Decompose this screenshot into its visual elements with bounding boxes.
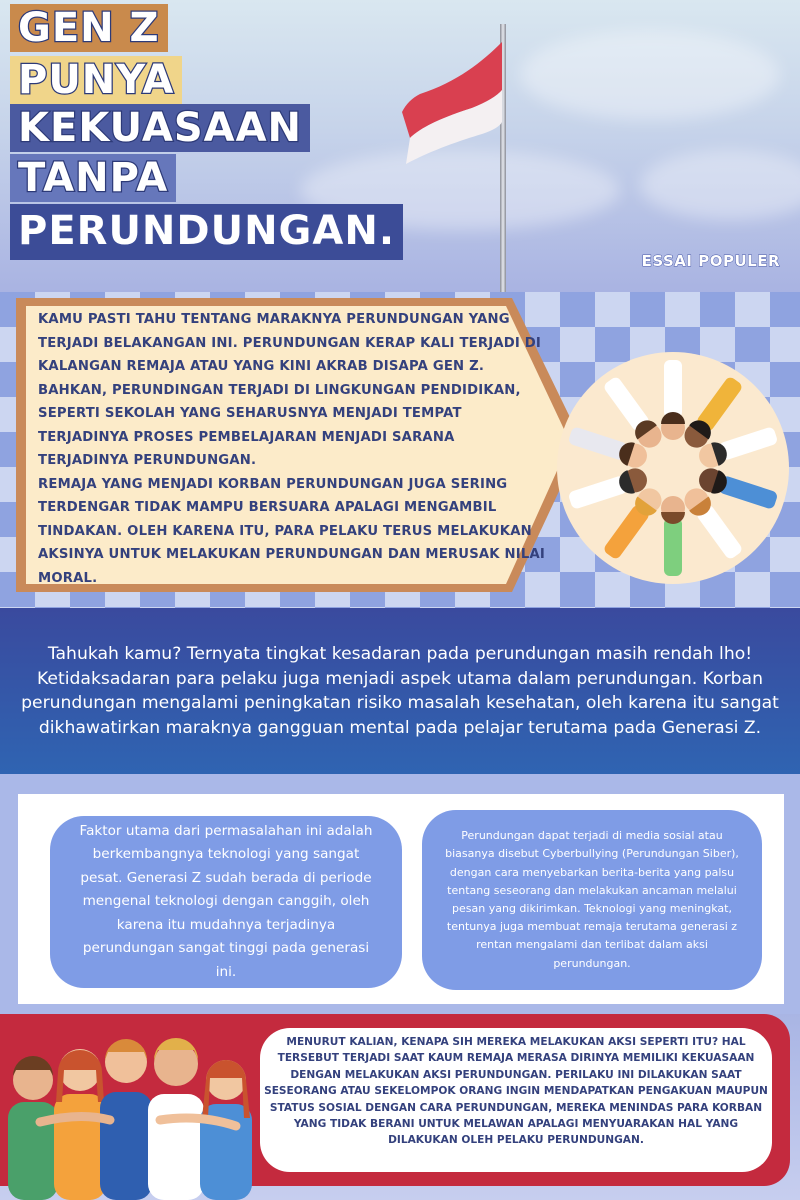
intro-text [38, 308, 548, 590]
title-line-3: KEKUASAAN [10, 104, 310, 152]
group-friends-illustration [0, 1022, 300, 1200]
intro-section [0, 292, 800, 608]
cloud-decoration [520, 30, 780, 120]
reason-text: MENURUT KALIAN, KENAPA SIH MEREKA MELAKUKAN AKSI SEPERTI ITU? HAL TERSEBUT TERJADI SAAT KAUM REMAJA MERASA DIRINYA MEMILIKI KEKUASAAN DENGAN MELAKUKAN AKSI PERUNDUNGAN. PERILAKU INI DILAKUKAN SAAT SESEORANG ATAU SEKELOMPOK ORANG INGIN MENDAPATKAN PENGAKUAN MAUPUN STATUS SOSIAL DENGAN CARA PERUNDUNGAN, MEREKA MENINDAS PARA KORBAN YANG TIDAK BERANI UNTUK MELAWAN APALAGI MENYUARAKAN HAL YANG DILAKUKAN OLEH PELAKU PERUNDUNGAN. [264, 1036, 768, 1147]
reason-section [0, 1014, 800, 1200]
title-line-5: PERUNDUNGAN. [10, 204, 403, 260]
essai-populer-tag: ESSAI POPULER [641, 252, 780, 270]
awareness-band [0, 608, 800, 774]
title-line-1: GEN Z [10, 4, 168, 52]
technology-factor-text: Faktor utama dari permasalahan ini adalah berkembangnya teknologi yang sangat pesat. Generasi Z sudah berada di periode mengenal teknologi dengan canggih, oleh karena itu mudahnya terjadinya perundungan sangat tinggi pada generasi ini. [79, 822, 373, 980]
cloud-decoration [640, 150, 800, 220]
title-line-2: PUNYA [10, 56, 182, 104]
awareness-text: Tahukah kamu? Ternyata tingkat kesadaran pada perundungan masih rendah lho! Ketidaksadaran para pelaku juga menjadi aspek utama dalam perundungan. Korban perundungan mengalami peningkatan risiko masalah kesehatan, oleh karena itu sangat dikhawatirkan maraknya gangguan mental pada pelajar terutama pada Generasi Z. [21, 644, 779, 738]
indonesian-flag-icon [402, 42, 502, 164]
cyberbullying-card [422, 810, 762, 990]
people-circle-illustration [555, 350, 791, 586]
intro-paragraph-2: REMAJA YANG MENJADI KORBAN PERUNDUNGAN JUGA SERING TERDENGAR TIDAK MAMPU BERSUARA APALAGI MENGAMBIL TINDAKAN. OLEH KARENA ITU, PARA PELAKU TERUS MELAKUKAN AKSINYA UNTUK MELAKUKAN PERUNDUNGAN DAN MERUSAK NILAI MORAL. [38, 476, 545, 586]
title-line-4: TANPA [10, 154, 176, 202]
factors-panel [18, 794, 784, 1004]
technology-factor-card [50, 816, 402, 988]
hero-banner [0, 0, 800, 292]
cyberbullying-text: Perundungan dapat terjadi di media sosial atau biasanya disebut Cyberbullying (Perundungan Siber), dengan cara menyebarkan berita-berita yang palsu tentang seseorang dan melakukan ancaman melalui pesan yang dikirimkan. Teknologi yang meningkat, tentunya juga membuat remaja terutama generasi z rentan mengalami dan terlibat dalam aksi perundungan. [445, 829, 739, 970]
intro-paragraph-1: KAMU PASTI TAHU TENTANG MARAKNYA PERUNDUNGAN YANG TERJADI BELAKANGAN INI. PERUNDUNGAN KERAP KALI TERJADI DI KALANGAN REMAJA ATAU YANG KINI AKRAB DISAPA GEN Z. BAHKAN, PERUNDINGAN TERJADI DI LINGKUNGAN PENDIDIKAN, SEPERTI SEKOLAH YANG SEHARUSNYA MENJADI TEMPAT TERJADINYA PROSES PEMBELAJARAN MENJADI SARANA TERJADINYA PERUNDUNGAN. [38, 312, 542, 468]
